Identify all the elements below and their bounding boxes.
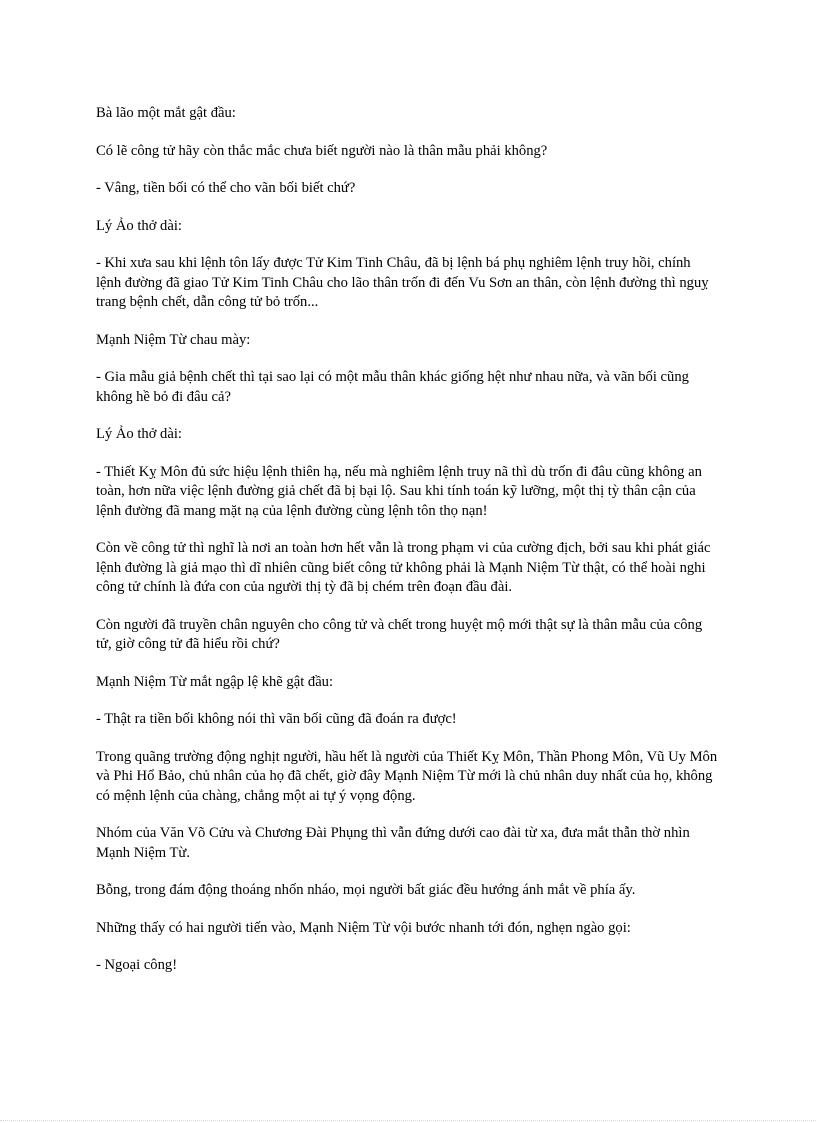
paragraph: Mạnh Niệm Từ chau mày:: [96, 331, 251, 348]
paragraph: - Ngoại công!: [96, 957, 178, 973]
paragraph: Nhóm của Văn Võ Cửu và Chương Đài Phụng thì vẫn đứng dưới cao đài từ xa, đưa mắt thẫn thờ nhìn Mạnh Niệm Từ.: [96, 825, 690, 861]
paragraph: - Gia mẫu giả bệnh chết thì tại sao lại có một mẫu thân khác giống hệt như nhau nữa, và vãn bối cũng không hề bỏ đi đâu cả?: [96, 369, 689, 405]
paragraph: Còn về công tử thì nghĩ là nơi an toàn hơn hết vẫn là trong phạm vi của cường địch, bởi sau khi phát giác lệnh đường là giả mạo thì dĩ nhiên cũng biết công tử không phải là Mạnh Niệm Từ thật, có thể hoài nghi công tử chính là đứa con của người thị tỳ đã bị chém trên đoạn đầu đài.: [96, 540, 711, 595]
paragraph: - Khi xưa sau khi lệnh tôn lấy được Tử Kim Tinh Châu, đã bị lệnh bá phụ nghiêm lệnh truy hồi, chính lệnh đường đã giao Tử Kim Tinh Châu cho lão thân trốn đi đến Vu Sơn an thân, còn lệnh đường thì nguỵ trang bệnh chết, dẫn công tử bỏ trốn...: [96, 255, 709, 310]
paragraph: Bỗng, trong đám động thoáng nhốn nháo, mọi người bất giác đều hướng ánh mắt về phía ấy.: [96, 882, 636, 898]
paragraph: Lý Ảo thở dài:: [96, 426, 182, 442]
paragraph: Lý Ảo thở dài:: [96, 217, 182, 234]
paragraph: - Thật ra tiền bối không nói thì vãn bối cũng đã đoán ra được!: [96, 711, 457, 727]
paragraph: - Thiết Kỵ Môn đủ sức hiệu lệnh thiên hạ, nếu mà nghiêm lệnh truy nã thì dù trốn đi đâu cũng không an toàn, hơn nữa việc lệnh đường giả chết đã bị bại lộ. Sau khi tính toán kỹ lưỡng, một thị tỳ thân cận của lệnh đường đã mang mặt nạ của lệnh đường cùng lệnh tôn thọ nạn!: [96, 463, 702, 519]
paragraph: Trong quãng trường động nghịt người, hầu hết là người của Thiết Kỵ Môn, Thần Phong Môn, Vũ Uy Môn và Phi Hổ Bảo, chủ nhân của họ đã chết, giờ đây Mạnh Niệm Từ mới là chủ nhân duy nhất của họ, không có mệnh lệnh của chàng, chẳng một ai tự ý vọng động.: [96, 748, 718, 804]
document-body: [96, 104, 718, 994]
paragraph: Bà lão một mắt gật đầu:: [96, 105, 236, 121]
paragraph: Còn người đã truyền chân nguyên cho công tử và chết trong huyệt mộ mới thật sự là thân mẫu của công tử, giờ công tử đã hiểu rồi chứ?: [96, 616, 703, 652]
paragraph: Có lẽ công tử hãy còn thắc mắc chưa biết người nào là thân mẫu phải không?: [96, 142, 548, 159]
paragraph: Những thấy có hai người tiến vào, Mạnh Niệm Từ vội bước nhanh tới đón, nghẹn ngào gọi:: [96, 919, 631, 936]
paragraph: Mạnh Niệm Từ mắt ngập lệ khẽ gật đầu:: [96, 673, 334, 690]
page-bottom-edge: [0, 1120, 816, 1121]
paragraph: - Vâng, tiền bối có thể cho vãn bối biết chứ?: [96, 180, 356, 196]
